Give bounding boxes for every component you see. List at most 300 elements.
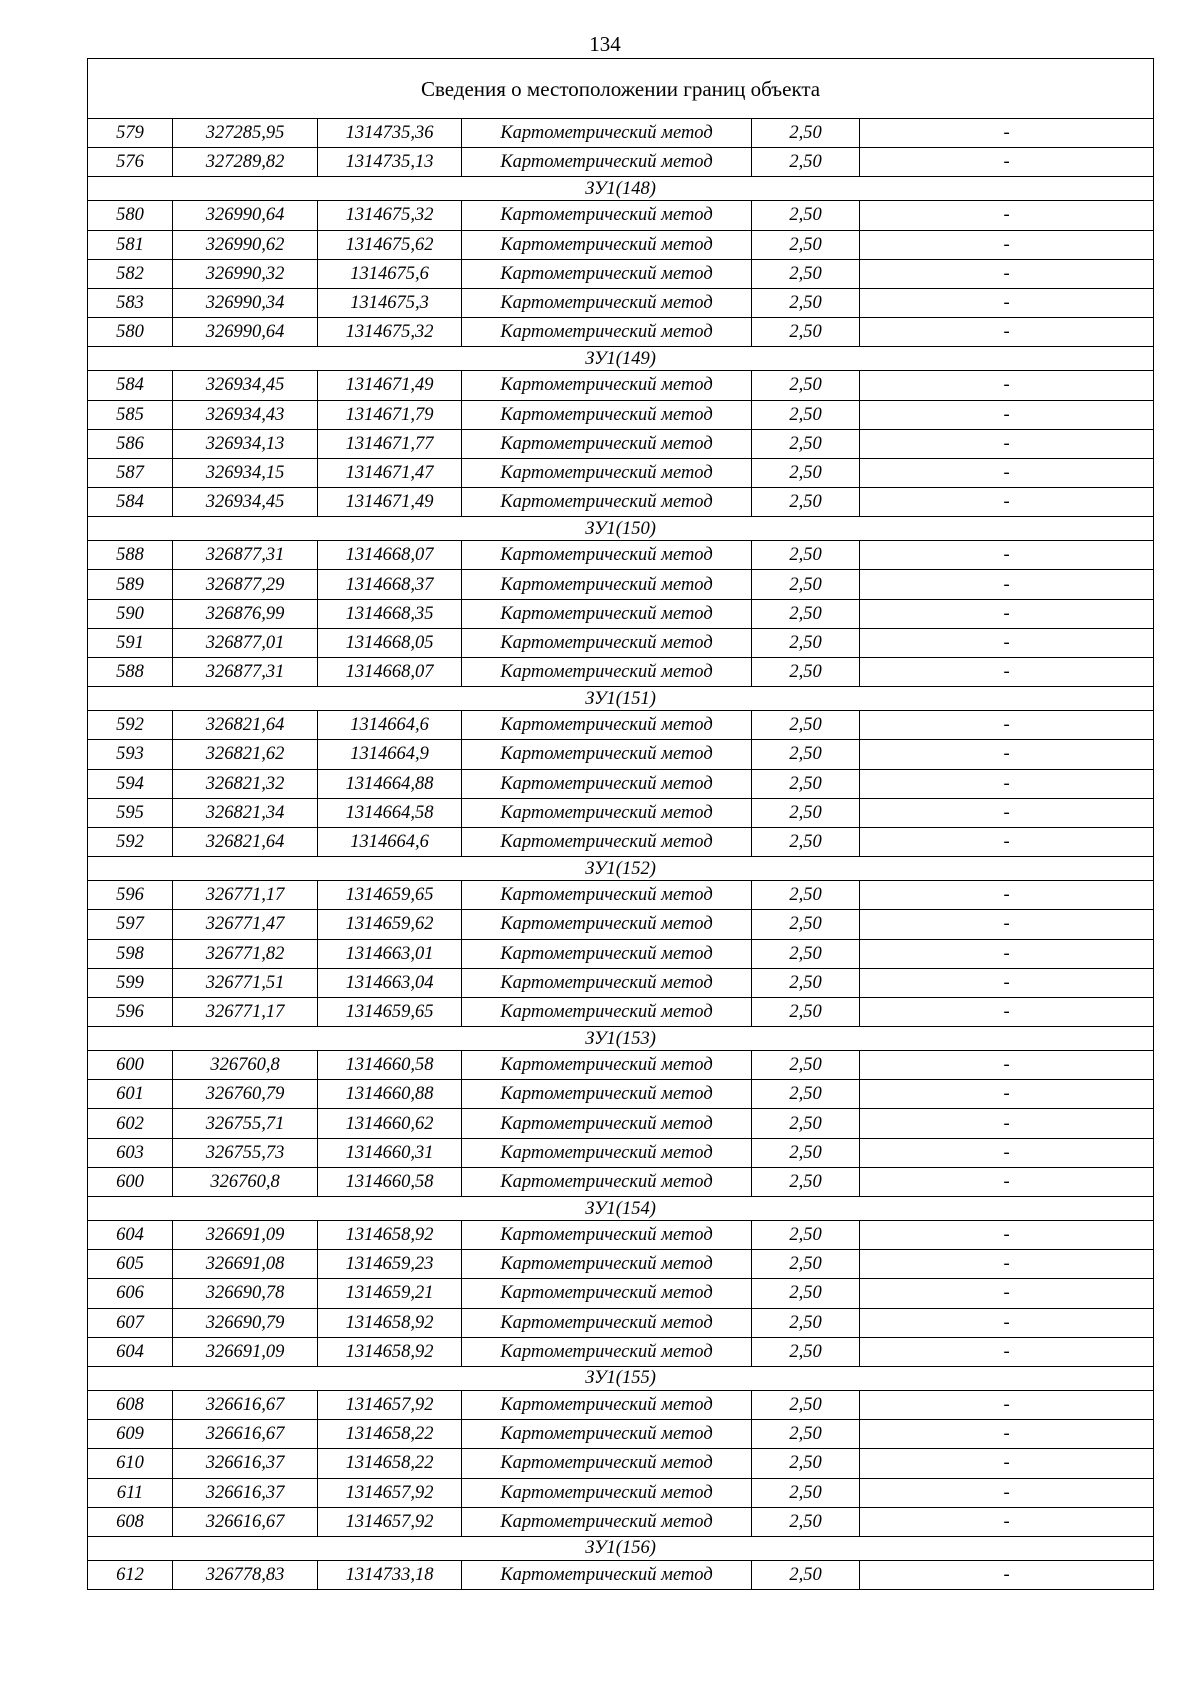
- method-cell: Картометрический метод: [462, 400, 752, 429]
- precision-cell: 2,50: [752, 541, 860, 570]
- table-row: [88, 148, 1154, 177]
- parcel-label: ЗУ1(156): [88, 1536, 1154, 1560]
- method-cell: Картометрический метод: [462, 881, 752, 910]
- point-number-cell: 594: [88, 769, 173, 798]
- description-cell: -: [860, 740, 1154, 769]
- point-number-cell: 585: [88, 400, 173, 429]
- precision-cell: 2,50: [752, 939, 860, 968]
- y-coordinate-cell: 1314733,18: [318, 1560, 462, 1589]
- description-cell: -: [860, 798, 1154, 827]
- x-coordinate-cell: 326934,15: [173, 458, 318, 487]
- precision-cell: 2,50: [752, 1390, 860, 1419]
- y-coordinate-cell: 1314663,04: [318, 968, 462, 997]
- table-row: [88, 1478, 1154, 1507]
- y-coordinate-cell: 1314660,31: [318, 1138, 462, 1167]
- y-coordinate-cell: 1314659,65: [318, 997, 462, 1026]
- x-coordinate-cell: 326877,31: [173, 541, 318, 570]
- y-coordinate-cell: 1314664,9: [318, 740, 462, 769]
- point-number-cell: 608: [88, 1390, 173, 1419]
- x-coordinate-cell: 327289,82: [173, 148, 318, 177]
- x-coordinate-cell: 326778,83: [173, 1560, 318, 1589]
- x-coordinate-cell: 326771,17: [173, 881, 318, 910]
- table-row: [88, 230, 1154, 259]
- description-cell: -: [860, 1109, 1154, 1138]
- method-cell: Картометрический метод: [462, 968, 752, 997]
- precision-cell: 2,50: [752, 1109, 860, 1138]
- method-cell: Картометрический метод: [462, 541, 752, 570]
- description-cell: -: [860, 119, 1154, 148]
- x-coordinate-cell: 326934,45: [173, 488, 318, 517]
- parcel-label: ЗУ1(150): [88, 517, 1154, 541]
- precision-cell: 2,50: [752, 968, 860, 997]
- parcel-group-row: [88, 1197, 1154, 1221]
- y-coordinate-cell: 1314659,65: [318, 881, 462, 910]
- point-number-cell: 589: [88, 570, 173, 599]
- point-number-cell: 579: [88, 119, 173, 148]
- precision-cell: 2,50: [752, 1080, 860, 1109]
- x-coordinate-cell: 327285,95: [173, 119, 318, 148]
- method-cell: Картометрический метод: [462, 371, 752, 400]
- y-coordinate-cell: 1314675,62: [318, 230, 462, 259]
- description-cell: -: [860, 201, 1154, 230]
- description-cell: -: [860, 1390, 1154, 1419]
- parcel-group-row: [88, 177, 1154, 201]
- y-coordinate-cell: 1314675,32: [318, 318, 462, 347]
- description-cell: -: [860, 1449, 1154, 1478]
- method-cell: Картометрический метод: [462, 1420, 752, 1449]
- point-number-cell: 581: [88, 230, 173, 259]
- method-cell: Картометрический метод: [462, 1167, 752, 1196]
- y-coordinate-cell: 1314675,6: [318, 259, 462, 288]
- y-coordinate-cell: 1314659,62: [318, 910, 462, 939]
- precision-cell: 2,50: [752, 400, 860, 429]
- x-coordinate-cell: 326877,01: [173, 628, 318, 657]
- method-cell: Картометрический метод: [462, 1221, 752, 1250]
- table-row: [88, 968, 1154, 997]
- description-cell: -: [860, 230, 1154, 259]
- x-coordinate-cell: 326691,08: [173, 1250, 318, 1279]
- point-number-cell: 584: [88, 371, 173, 400]
- description-cell: -: [860, 1420, 1154, 1449]
- precision-cell: 2,50: [752, 148, 860, 177]
- y-coordinate-cell: 1314660,88: [318, 1080, 462, 1109]
- description-cell: -: [860, 1167, 1154, 1196]
- x-coordinate-cell: 326934,45: [173, 371, 318, 400]
- table-row: [88, 769, 1154, 798]
- precision-cell: 2,50: [752, 429, 860, 458]
- table-row: [88, 910, 1154, 939]
- x-coordinate-cell: 326616,67: [173, 1390, 318, 1419]
- precision-cell: 2,50: [752, 570, 860, 599]
- table-row: [88, 400, 1154, 429]
- method-cell: Картометрический метод: [462, 458, 752, 487]
- table-row: [88, 1337, 1154, 1366]
- method-cell: Картометрический метод: [462, 429, 752, 458]
- method-cell: Картометрический метод: [462, 1449, 752, 1478]
- x-coordinate-cell: 326690,79: [173, 1308, 318, 1337]
- precision-cell: 2,50: [752, 1051, 860, 1080]
- description-cell: -: [860, 628, 1154, 657]
- x-coordinate-cell: 326760,79: [173, 1080, 318, 1109]
- point-number-cell: 601: [88, 1080, 173, 1109]
- method-cell: Картометрический метод: [462, 318, 752, 347]
- table-row: [88, 658, 1154, 687]
- x-coordinate-cell: 326990,62: [173, 230, 318, 259]
- description-cell: -: [860, 429, 1154, 458]
- point-number-cell: 597: [88, 910, 173, 939]
- y-coordinate-cell: 1314658,22: [318, 1420, 462, 1449]
- x-coordinate-cell: 326934,13: [173, 429, 318, 458]
- method-cell: Картометрический метод: [462, 1109, 752, 1138]
- method-cell: Картометрический метод: [462, 658, 752, 687]
- point-number-cell: 610: [88, 1449, 173, 1478]
- table-row: [88, 1250, 1154, 1279]
- precision-cell: 2,50: [752, 711, 860, 740]
- point-number-cell: 605: [88, 1250, 173, 1279]
- y-coordinate-cell: 1314668,35: [318, 599, 462, 628]
- precision-cell: 2,50: [752, 798, 860, 827]
- method-cell: Картометрический метод: [462, 1051, 752, 1080]
- description-cell: -: [860, 939, 1154, 968]
- description-cell: -: [860, 259, 1154, 288]
- description-cell: -: [860, 318, 1154, 347]
- precision-cell: 2,50: [752, 881, 860, 910]
- point-number-cell: 595: [88, 798, 173, 827]
- table-row: [88, 827, 1154, 856]
- method-cell: Картометрический метод: [462, 1478, 752, 1507]
- method-cell: Картометрический метод: [462, 827, 752, 856]
- y-coordinate-cell: 1314658,92: [318, 1221, 462, 1250]
- method-cell: Картометрический метод: [462, 1250, 752, 1279]
- precision-cell: 2,50: [752, 488, 860, 517]
- method-cell: Картометрический метод: [462, 259, 752, 288]
- x-coordinate-cell: 326755,73: [173, 1138, 318, 1167]
- boundary-coordinates-table: [87, 58, 1154, 1590]
- table-row: [88, 1390, 1154, 1419]
- description-cell: -: [860, 881, 1154, 910]
- y-coordinate-cell: 1314660,58: [318, 1167, 462, 1196]
- x-coordinate-cell: 326771,51: [173, 968, 318, 997]
- table-row: [88, 997, 1154, 1026]
- table-body: [88, 59, 1154, 1590]
- table-row: [88, 1221, 1154, 1250]
- method-cell: Картометрический метод: [462, 599, 752, 628]
- y-coordinate-cell: 1314664,58: [318, 798, 462, 827]
- precision-cell: 2,50: [752, 1250, 860, 1279]
- y-coordinate-cell: 1314658,22: [318, 1449, 462, 1478]
- method-cell: Картометрический метод: [462, 148, 752, 177]
- description-cell: -: [860, 1080, 1154, 1109]
- table-row: [88, 429, 1154, 458]
- x-coordinate-cell: 326821,64: [173, 711, 318, 740]
- method-cell: Картометрический метод: [462, 201, 752, 230]
- table-row: [88, 119, 1154, 148]
- method-cell: Картометрический метод: [462, 119, 752, 148]
- precision-cell: 2,50: [752, 628, 860, 657]
- method-cell: Картометрический метод: [462, 1507, 752, 1536]
- parcel-label: ЗУ1(148): [88, 177, 1154, 201]
- y-coordinate-cell: 1314657,92: [318, 1478, 462, 1507]
- description-cell: -: [860, 599, 1154, 628]
- precision-cell: 2,50: [752, 1221, 860, 1250]
- y-coordinate-cell: 1314664,6: [318, 827, 462, 856]
- x-coordinate-cell: 326990,34: [173, 288, 318, 317]
- description-cell: -: [860, 371, 1154, 400]
- method-cell: Картометрический метод: [462, 1279, 752, 1308]
- parcel-group-row: [88, 517, 1154, 541]
- x-coordinate-cell: 326934,43: [173, 400, 318, 429]
- parcel-label: ЗУ1(149): [88, 347, 1154, 371]
- x-coordinate-cell: 326990,32: [173, 259, 318, 288]
- method-cell: Картометрический метод: [462, 1560, 752, 1589]
- x-coordinate-cell: 326771,47: [173, 910, 318, 939]
- y-coordinate-cell: 1314668,37: [318, 570, 462, 599]
- parcel-group-row: [88, 1366, 1154, 1390]
- description-cell: -: [860, 1560, 1154, 1589]
- x-coordinate-cell: 326821,62: [173, 740, 318, 769]
- y-coordinate-cell: 1314657,92: [318, 1507, 462, 1536]
- point-number-cell: 584: [88, 488, 173, 517]
- page-number: 134: [589, 32, 621, 56]
- table-row: [88, 1051, 1154, 1080]
- x-coordinate-cell: 326616,67: [173, 1507, 318, 1536]
- description-cell: -: [860, 400, 1154, 429]
- x-coordinate-cell: 326990,64: [173, 201, 318, 230]
- point-number-cell: 611: [88, 1478, 173, 1507]
- x-coordinate-cell: 326691,09: [173, 1221, 318, 1250]
- y-coordinate-cell: 1314658,92: [318, 1337, 462, 1366]
- parcel-label: ЗУ1(155): [88, 1366, 1154, 1390]
- parcel-label: ЗУ1(151): [88, 687, 1154, 711]
- point-number-cell: 604: [88, 1337, 173, 1366]
- description-cell: -: [860, 1051, 1154, 1080]
- description-cell: -: [860, 1138, 1154, 1167]
- table-row: [88, 1080, 1154, 1109]
- method-cell: Картометрический метод: [462, 939, 752, 968]
- x-coordinate-cell: 326690,78: [173, 1279, 318, 1308]
- description-cell: -: [860, 288, 1154, 317]
- description-cell: -: [860, 458, 1154, 487]
- method-cell: Картометрический метод: [462, 1390, 752, 1419]
- description-cell: -: [860, 148, 1154, 177]
- method-cell: Картометрический метод: [462, 910, 752, 939]
- description-cell: -: [860, 1308, 1154, 1337]
- y-coordinate-cell: 1314658,92: [318, 1308, 462, 1337]
- description-cell: -: [860, 910, 1154, 939]
- table-row: [88, 1138, 1154, 1167]
- description-cell: -: [860, 1507, 1154, 1536]
- x-coordinate-cell: 326821,64: [173, 827, 318, 856]
- description-cell: -: [860, 1337, 1154, 1366]
- y-coordinate-cell: 1314663,01: [318, 939, 462, 968]
- table-row: [88, 1308, 1154, 1337]
- point-number-cell: 598: [88, 939, 173, 968]
- y-coordinate-cell: 1314659,21: [318, 1279, 462, 1308]
- point-number-cell: 583: [88, 288, 173, 317]
- point-number-cell: 592: [88, 711, 173, 740]
- precision-cell: 2,50: [752, 1279, 860, 1308]
- y-coordinate-cell: 1314660,62: [318, 1109, 462, 1138]
- parcel-group-row: [88, 1027, 1154, 1051]
- point-number-cell: 612: [88, 1560, 173, 1589]
- precision-cell: 2,50: [752, 827, 860, 856]
- precision-cell: 2,50: [752, 769, 860, 798]
- precision-cell: 2,50: [752, 1337, 860, 1366]
- parcel-group-row: [88, 857, 1154, 881]
- method-cell: Картометрический метод: [462, 769, 752, 798]
- parcel-label: ЗУ1(152): [88, 857, 1154, 881]
- table-row: [88, 488, 1154, 517]
- table-row: [88, 318, 1154, 347]
- table-row: [88, 259, 1154, 288]
- table-row: [88, 371, 1154, 400]
- y-coordinate-cell: 1314660,58: [318, 1051, 462, 1080]
- y-coordinate-cell: 1314675,3: [318, 288, 462, 317]
- precision-cell: 2,50: [752, 259, 860, 288]
- point-number-cell: 580: [88, 201, 173, 230]
- point-number-cell: 576: [88, 148, 173, 177]
- precision-cell: 2,50: [752, 599, 860, 628]
- table-row: [88, 939, 1154, 968]
- point-number-cell: 604: [88, 1221, 173, 1250]
- y-coordinate-cell: 1314675,32: [318, 201, 462, 230]
- table-row: [88, 1420, 1154, 1449]
- precision-cell: 2,50: [752, 201, 860, 230]
- precision-cell: 2,50: [752, 458, 860, 487]
- method-cell: Картометрический метод: [462, 1080, 752, 1109]
- point-number-cell: 607: [88, 1308, 173, 1337]
- y-coordinate-cell: 1314671,77: [318, 429, 462, 458]
- point-number-cell: 609: [88, 1420, 173, 1449]
- parcel-label: ЗУ1(153): [88, 1027, 1154, 1051]
- table-row: [88, 1449, 1154, 1478]
- x-coordinate-cell: 326771,17: [173, 997, 318, 1026]
- method-cell: Картометрический метод: [462, 997, 752, 1026]
- x-coordinate-cell: 326691,09: [173, 1337, 318, 1366]
- method-cell: Картометрический метод: [462, 488, 752, 517]
- table-row: [88, 881, 1154, 910]
- description-cell: -: [860, 711, 1154, 740]
- point-number-cell: 599: [88, 968, 173, 997]
- table-row: [88, 711, 1154, 740]
- description-cell: -: [860, 769, 1154, 798]
- y-coordinate-cell: 1314657,92: [318, 1390, 462, 1419]
- x-coordinate-cell: 326760,8: [173, 1167, 318, 1196]
- point-number-cell: 582: [88, 259, 173, 288]
- y-coordinate-cell: 1314668,07: [318, 658, 462, 687]
- point-number-cell: 608: [88, 1507, 173, 1536]
- x-coordinate-cell: 326821,34: [173, 798, 318, 827]
- point-number-cell: 600: [88, 1051, 173, 1080]
- table-row: [88, 1507, 1154, 1536]
- precision-cell: 2,50: [752, 1420, 860, 1449]
- precision-cell: 2,50: [752, 288, 860, 317]
- table-title: Сведения о местоположении границ объекта: [88, 59, 1154, 119]
- description-cell: -: [860, 968, 1154, 997]
- y-coordinate-cell: 1314671,47: [318, 458, 462, 487]
- method-cell: Картометрический метод: [462, 1337, 752, 1366]
- y-coordinate-cell: 1314671,79: [318, 400, 462, 429]
- y-coordinate-cell: 1314735,36: [318, 119, 462, 148]
- point-number-cell: 602: [88, 1109, 173, 1138]
- point-number-cell: 587: [88, 458, 173, 487]
- x-coordinate-cell: 326755,71: [173, 1109, 318, 1138]
- point-number-cell: 596: [88, 881, 173, 910]
- table-row: [88, 1560, 1154, 1589]
- method-cell: Картометрический метод: [462, 288, 752, 317]
- y-coordinate-cell: 1314668,05: [318, 628, 462, 657]
- precision-cell: 2,50: [752, 1308, 860, 1337]
- description-cell: -: [860, 1478, 1154, 1507]
- table-row: [88, 1109, 1154, 1138]
- x-coordinate-cell: 326877,31: [173, 658, 318, 687]
- point-number-cell: 590: [88, 599, 173, 628]
- table-row: [88, 599, 1154, 628]
- x-coordinate-cell: 326990,64: [173, 318, 318, 347]
- method-cell: Картометрический метод: [462, 570, 752, 599]
- point-number-cell: 606: [88, 1279, 173, 1308]
- description-cell: -: [860, 541, 1154, 570]
- table-title-row: [88, 59, 1154, 119]
- method-cell: Картометрический метод: [462, 798, 752, 827]
- point-number-cell: 592: [88, 827, 173, 856]
- precision-cell: 2,50: [752, 1449, 860, 1478]
- y-coordinate-cell: 1314664,6: [318, 711, 462, 740]
- point-number-cell: 588: [88, 541, 173, 570]
- point-number-cell: 596: [88, 997, 173, 1026]
- table-row: [88, 1279, 1154, 1308]
- table-row: [88, 570, 1154, 599]
- y-coordinate-cell: 1314668,07: [318, 541, 462, 570]
- precision-cell: 2,50: [752, 1478, 860, 1507]
- table-row: [88, 740, 1154, 769]
- precision-cell: 2,50: [752, 318, 860, 347]
- description-cell: -: [860, 1250, 1154, 1279]
- method-cell: Картометрический метод: [462, 1308, 752, 1337]
- table-row: [88, 458, 1154, 487]
- point-number-cell: 591: [88, 628, 173, 657]
- description-cell: -: [860, 1279, 1154, 1308]
- method-cell: Картометрический метод: [462, 1138, 752, 1167]
- x-coordinate-cell: 326876,99: [173, 599, 318, 628]
- x-coordinate-cell: 326877,29: [173, 570, 318, 599]
- table-row: [88, 288, 1154, 317]
- point-number-cell: 586: [88, 429, 173, 458]
- x-coordinate-cell: 326760,8: [173, 1051, 318, 1080]
- x-coordinate-cell: 326616,37: [173, 1478, 318, 1507]
- parcel-group-row: [88, 1536, 1154, 1560]
- table-row: [88, 1167, 1154, 1196]
- y-coordinate-cell: 1314671,49: [318, 371, 462, 400]
- precision-cell: 2,50: [752, 740, 860, 769]
- precision-cell: 2,50: [752, 1507, 860, 1536]
- description-cell: -: [860, 570, 1154, 599]
- table-row: [88, 798, 1154, 827]
- description-cell: -: [860, 1221, 1154, 1250]
- description-cell: -: [860, 827, 1154, 856]
- precision-cell: 2,50: [752, 997, 860, 1026]
- precision-cell: 2,50: [752, 371, 860, 400]
- precision-cell: 2,50: [752, 910, 860, 939]
- method-cell: Картометрический метод: [462, 740, 752, 769]
- y-coordinate-cell: 1314671,49: [318, 488, 462, 517]
- x-coordinate-cell: 326616,67: [173, 1420, 318, 1449]
- precision-cell: 2,50: [752, 119, 860, 148]
- point-number-cell: 580: [88, 318, 173, 347]
- point-number-cell: 593: [88, 740, 173, 769]
- x-coordinate-cell: 326616,37: [173, 1449, 318, 1478]
- description-cell: -: [860, 997, 1154, 1026]
